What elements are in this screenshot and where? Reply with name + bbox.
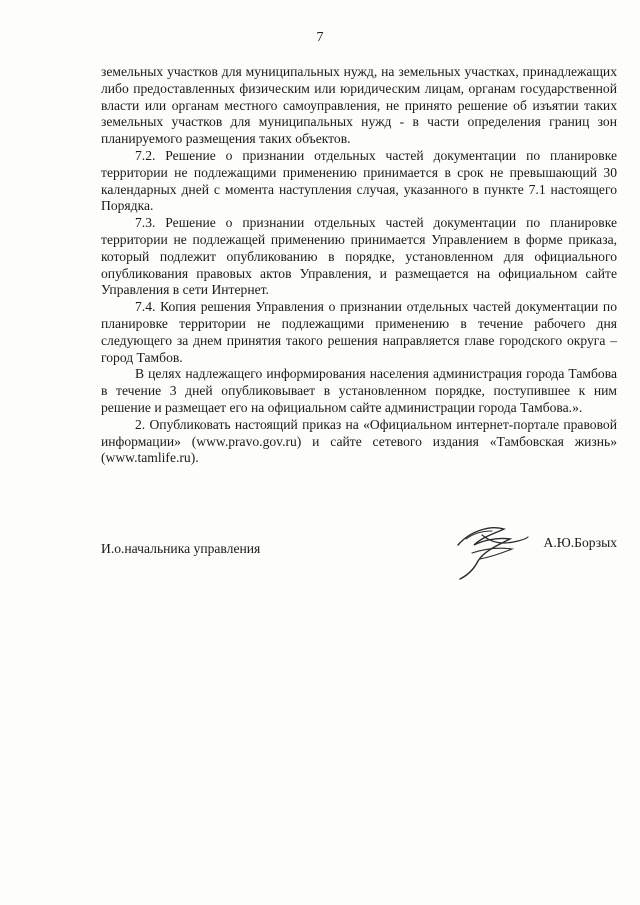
paragraph-7-4: 7.4. Копия решения Управления о признании отдельных частей документации по планировке территории не подлежащими применению в течение рабочего дня следующего за днем принятия такого решения направляется главе городского округа – город Тамбов. [101, 299, 617, 365]
page-number: 7 [316, 30, 324, 45]
paragraph-continuation: земельных участков для муниципальных нужд, на земельных участках, принадлежащих либо предоставленных физическим или юридическим лицам, органам государственной власти или органам местного самоуправления, не принято решение об изъятии таких земельных участков для муниципальных нужд - в части определения границ зон планируемого размещения таких объектов. [101, 64, 617, 147]
signer-position: И.о.начальника управления [101, 541, 261, 556]
document-body [101, 64, 617, 467]
paragraph-7-3: 7.3. Решение о признании отдельных частей документации по планировке территории не подлежащей применению принимается Управлением в форме приказа, который подлежит опубликованию в порядке, установленном для официального опубликования правовых актов Управления, и размещается на официальном сайте Управления в сети Интернет. [101, 215, 617, 298]
paragraph-publish-order: 2. Опубликовать настоящий приказ на «Официальном интернет-портале правовой информации» (www.pravo.gov.ru) и сайте сетевого издания «Тамбовская жизнь» (www.tamlife.ru). [101, 416, 617, 466]
handwritten-signature [452, 515, 530, 583]
signature-block [101, 535, 617, 561]
paragraph-7-2: 7.2. Решение о признании отдельных частей документации по планировке территории не подлежащими применению принимается в срок не превышающий 30 календарных дней с момента наступления случая, указанного в пункте 7.1 настоящего Порядка. [101, 147, 617, 214]
signer-name: А.Ю.Борзых [543, 535, 617, 550]
paragraph-informing: В целях надлежащего информирования населения администрация города Тамбова в течение 3 дней опубликовывает в установленном порядке, поступившее к ним решение и размещает его на официальном сайте администрации города Тамбова.». [101, 366, 617, 415]
